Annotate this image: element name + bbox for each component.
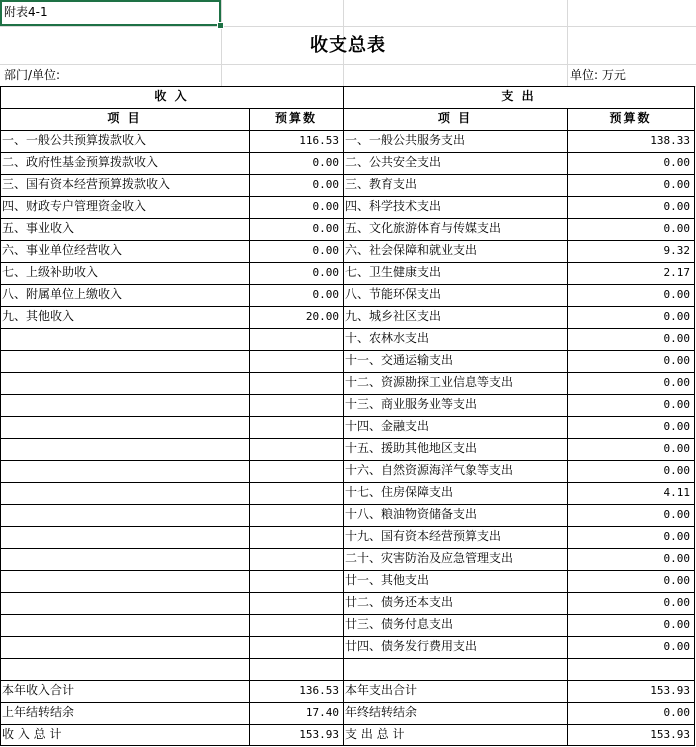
expense-row-label[interactable]: 六、社会保障和就业支出 — [345, 243, 478, 257]
income-row-label[interactable]: 九、其他收入 — [2, 309, 75, 323]
border-v — [0, 86, 1, 746]
expense-row-value[interactable]: 0.00 — [663, 310, 690, 323]
expense-row-value[interactable]: 0.00 — [663, 552, 690, 565]
note-cell[interactable]: 附表4-1 — [4, 5, 48, 19]
dept-label-cell[interactable]: 部门/单位: — [4, 68, 61, 82]
expense-row-value[interactable]: 0.00 — [663, 618, 690, 631]
expense-row-label[interactable]: 七、卫生健康支出 — [345, 265, 442, 279]
expense-carry-over-value[interactable]: 0.00 — [663, 706, 690, 719]
expense-row-label[interactable]: 廿三、债务付息支出 — [345, 617, 454, 631]
income-row-value[interactable]: 0.00 — [312, 266, 339, 279]
border-h — [0, 702, 695, 703]
income-year-total-value[interactable]: 136.53 — [299, 684, 339, 697]
expense-row-label[interactable]: 三、教育支出 — [345, 177, 418, 191]
expense-row-label[interactable]: 廿一、其他支出 — [345, 573, 430, 587]
income-budget-header[interactable]: 预算数 — [274, 111, 317, 125]
border-v — [567, 108, 568, 746]
expense-row-label[interactable]: 八、节能环保支出 — [345, 287, 442, 301]
border-h — [0, 680, 695, 681]
border-h — [0, 460, 695, 461]
income-row-value[interactable]: 0.00 — [312, 178, 339, 191]
expense-item-header[interactable]: 项 目 — [437, 111, 473, 125]
expense-row-label[interactable]: 廿二、债务还本支出 — [345, 595, 454, 609]
border-h — [0, 504, 695, 505]
border-h — [0, 174, 695, 175]
expense-carry-over-label[interactable]: 年终结转结余 — [345, 705, 418, 719]
expense-row-value[interactable]: 0.00 — [663, 178, 690, 191]
expense-row-label[interactable]: 十一、交通运输支出 — [345, 353, 454, 367]
income-row-value[interactable]: 20.00 — [305, 310, 339, 323]
expense-grand-total-value[interactable]: 153.93 — [650, 728, 690, 741]
income-row-label[interactable]: 四、财政专户管理资金收入 — [2, 199, 147, 213]
border-h — [0, 108, 695, 109]
expense-row-value[interactable]: 0.00 — [663, 288, 690, 301]
expense-row-value[interactable]: 0.00 — [663, 442, 690, 455]
expense-row-value[interactable]: 0.00 — [663, 398, 690, 411]
border-h — [0, 130, 695, 131]
border-h — [0, 350, 695, 351]
expense-row-label[interactable]: 一、一般公共服务支出 — [345, 133, 466, 147]
expense-row-label[interactable]: 十七、住房保障支出 — [345, 485, 454, 499]
expense-row-value[interactable]: 0.00 — [663, 200, 690, 213]
income-row-value[interactable]: 0.00 — [312, 288, 339, 301]
active-cell-selection[interactable] — [0, 0, 221, 26]
border-h — [0, 614, 695, 615]
income-row-label[interactable]: 八、附属单位上缴收入 — [2, 287, 123, 301]
income-carry-over-value[interactable]: 17.40 — [305, 706, 339, 719]
expense-row-value[interactable]: 0.00 — [663, 156, 690, 169]
expense-row-value[interactable]: 0.00 — [663, 640, 690, 653]
expense-row-value[interactable]: 0.00 — [663, 376, 690, 389]
border-h — [0, 658, 695, 659]
border-h — [0, 636, 695, 637]
expense-row-value[interactable]: 0.00 — [663, 508, 690, 521]
expense-row-value[interactable]: 0.00 — [663, 222, 690, 235]
expense-row-label[interactable]: 十八、粮油物资储备支出 — [345, 507, 478, 521]
border-h — [0, 196, 695, 197]
expense-row-label[interactable]: 十九、国有资本经营预算支出 — [345, 529, 502, 543]
border-h — [0, 548, 695, 549]
income-row-value[interactable]: 0.00 — [312, 244, 339, 257]
expense-row-label[interactable]: 十、农林水支出 — [345, 331, 430, 345]
expense-year-total-label[interactable]: 本年支出合计 — [345, 683, 418, 697]
border-h — [0, 372, 695, 373]
expense-header[interactable]: 支 出 — [501, 89, 536, 103]
border-h — [0, 86, 695, 87]
border-h — [0, 306, 695, 307]
page-title[interactable]: 收支总表 — [310, 35, 386, 56]
border-h — [0, 592, 695, 593]
border-h — [0, 328, 695, 329]
income-item-header[interactable]: 项 目 — [107, 111, 142, 125]
fill-handle[interactable] — [217, 22, 224, 29]
expense-row-label[interactable]: 廿四、债务发行费用支出 — [345, 639, 478, 653]
border-h — [0, 218, 695, 219]
expense-year-total-value[interactable]: 153.93 — [650, 684, 690, 697]
income-grand-total-label[interactable]: 收 入 总 计 — [2, 727, 62, 741]
expense-row-value[interactable]: 4.11 — [663, 486, 690, 499]
border-h — [0, 262, 695, 263]
expense-row-label[interactable]: 九、城乡社区支出 — [345, 309, 442, 323]
income-carry-over-label[interactable]: 上年结转结余 — [2, 705, 75, 719]
expense-row-label[interactable]: 十六、自然资源海洋气象等支出 — [345, 463, 514, 477]
border-h — [0, 438, 695, 439]
border-h — [0, 152, 695, 153]
income-year-total-label[interactable]: 本年收入合计 — [2, 683, 75, 697]
expense-row-value[interactable]: 0.00 — [663, 530, 690, 543]
border-h — [0, 745, 695, 746]
expense-row-label[interactable]: 四、科学技术支出 — [345, 199, 442, 213]
income-row-label[interactable]: 一、一般公共预算拨款收入 — [2, 133, 147, 147]
expense-row-label[interactable]: 十五、援助其他地区支出 — [345, 441, 478, 455]
income-row-value[interactable]: 116.53 — [299, 134, 339, 147]
border-h — [0, 394, 695, 395]
income-row-label[interactable]: 七、上级补助收入 — [2, 265, 99, 279]
expense-row-label[interactable]: 二、公共安全支出 — [345, 155, 442, 169]
income-row-label[interactable]: 二、政府性基金预算拨款收入 — [2, 155, 159, 169]
border-v — [694, 86, 695, 746]
border-h — [0, 240, 695, 241]
expense-row-value[interactable]: 0.00 — [663, 596, 690, 609]
income-row-value[interactable]: 0.00 — [312, 200, 339, 213]
income-row-label[interactable]: 六、事业单位经营收入 — [2, 243, 123, 257]
expense-row-value[interactable]: 0.00 — [663, 420, 690, 433]
expense-row-value[interactable]: 2.17 — [663, 266, 690, 279]
border-h — [0, 482, 695, 483]
expense-row-label[interactable]: 二十、灾害防治及应急管理支出 — [345, 551, 514, 565]
income-row-value[interactable]: 0.00 — [312, 222, 339, 235]
income-row-label[interactable]: 三、国有资本经营预算拨款收入 — [2, 177, 171, 191]
expense-row-value[interactable]: 138.33 — [650, 134, 690, 147]
unit-label-cell[interactable]: 单位: 万元 — [570, 68, 626, 82]
expense-row-value[interactable]: 0.00 — [663, 332, 690, 345]
expense-row-label[interactable]: 十二、资源勘探工业信息等支出 — [345, 375, 514, 389]
border-v — [249, 108, 250, 746]
expense-row-value[interactable]: 0.00 — [663, 574, 690, 587]
border-h — [0, 570, 695, 571]
border-h — [0, 284, 695, 285]
expense-row-label[interactable]: 十三、商业服务业等支出 — [345, 397, 478, 411]
border-h — [0, 724, 695, 725]
expense-row-value[interactable]: 0.00 — [663, 464, 690, 477]
income-row-value[interactable]: 0.00 — [312, 156, 339, 169]
income-grand-total-value[interactable]: 153.93 — [299, 728, 339, 741]
border-h — [0, 416, 695, 417]
border-h — [0, 526, 695, 527]
expense-grand-total-label[interactable]: 支 出 总 计 — [345, 727, 405, 741]
expense-row-value[interactable]: 0.00 — [663, 354, 690, 367]
border-v — [343, 86, 344, 746]
expense-row-value[interactable]: 9.32 — [663, 244, 690, 257]
expense-budget-header[interactable]: 预算数 — [609, 111, 652, 125]
expense-row-label[interactable]: 五、文化旅游体育与传媒支出 — [345, 221, 502, 235]
income-row-label[interactable]: 五、事业收入 — [2, 221, 75, 235]
expense-row-label[interactable]: 十四、金融支出 — [345, 419, 430, 433]
income-header[interactable]: 收 入 — [154, 89, 189, 103]
